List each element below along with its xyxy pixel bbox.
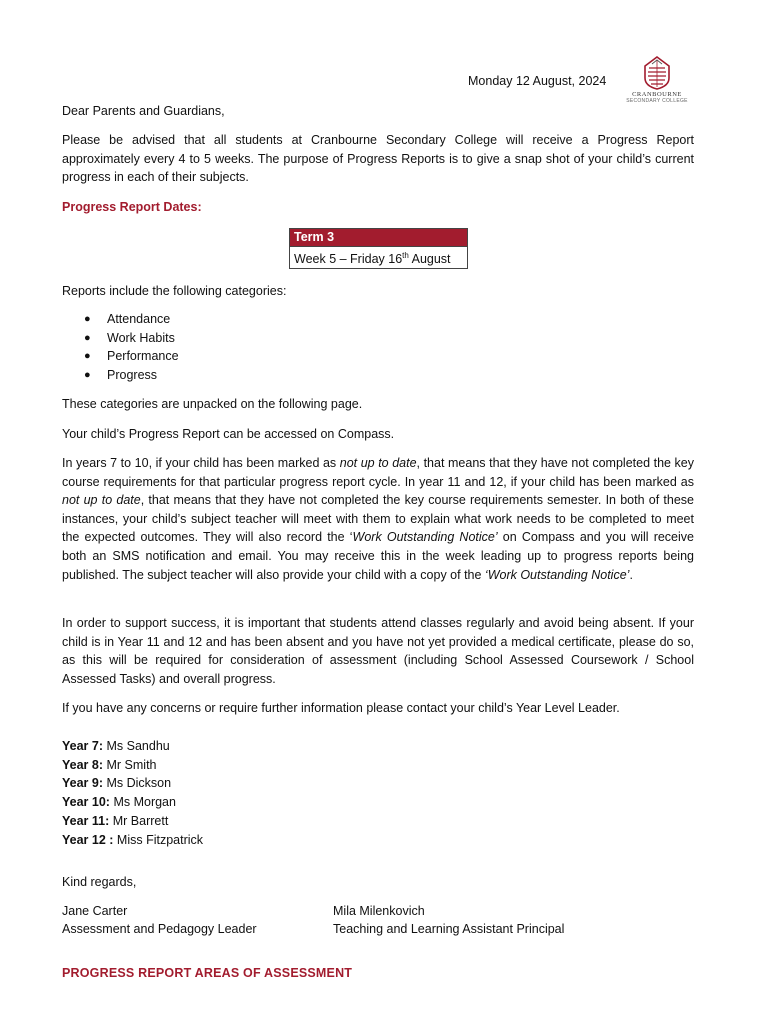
year-leader-row xyxy=(62,737,203,756)
para-italic: ‘Work Outstanding Notice’ xyxy=(484,567,630,582)
term-date-prefix: Week 5 – Friday 16 xyxy=(294,252,403,267)
compass-note: Your child’s Progress Report can be accessed on Compass. xyxy=(62,427,395,441)
leader-name: Mr Smith xyxy=(103,757,157,772)
attendance-paragraph: In order to support success, it is important that students attend classes regularly and avoid being absent. If your child is in Year 11 and 12 and has been absent and you have not yet provided a medical certificate, please do so, as this will be required for consideration of assessment (including School Assessed Coursework / School Assessed Tasks) and overall progress. xyxy=(62,616,694,686)
logo-name: CRANBOURNE xyxy=(632,91,682,98)
contact-paragraph: If you have any concerns or require further information please contact your child’s Year Level Leader. xyxy=(62,701,620,715)
dates-heading: Progress Report Dates: xyxy=(62,200,202,214)
bullet-icon: ● xyxy=(84,313,91,325)
term-date-cell xyxy=(290,247,468,269)
year-label: Year 7: xyxy=(62,739,104,753)
year-label: Year 8: xyxy=(62,757,104,772)
bullet-icon: ● xyxy=(84,350,91,363)
category-label: Progress xyxy=(107,367,158,382)
year-leader-row xyxy=(62,793,203,812)
list-item xyxy=(84,310,179,329)
term-date-suffix: August xyxy=(408,252,451,267)
signatory-name: Jane Carter xyxy=(62,904,128,918)
greeting: Dear Parents and Guardians, xyxy=(62,104,225,118)
year-label: Year 12 : xyxy=(62,832,114,847)
unpacked-note: These categories are unpacked on the following page. xyxy=(62,397,363,411)
para-text: , that means that they have not completed the key course requirements for that particular progress report cycle. In year 11 and 12, if your child has been marked as xyxy=(62,456,695,489)
year-leader-row xyxy=(62,756,203,775)
bullet-icon: ● xyxy=(84,368,91,381)
categories-list xyxy=(84,310,179,384)
term-header-cell: Term 3 xyxy=(290,229,468,247)
year-leader-row xyxy=(62,774,203,793)
list-item xyxy=(84,366,179,385)
signatory-role: Teaching and Learning Assistant Principal xyxy=(333,922,565,936)
para-text: , that means that they have not completed the key course requirements semester. In both of these instances, your child’s subject teacher will meet with them to explain what work needs to be completed to meet the expected outcomes. They will also record the ‘ xyxy=(62,493,695,545)
closing: Kind regards, xyxy=(62,875,137,889)
term-dates-table xyxy=(289,228,468,269)
category-label: Work Habits xyxy=(107,330,175,345)
para-italic: Work Outstanding Notice’ xyxy=(352,530,498,545)
category-label: Attendance xyxy=(107,312,171,326)
para-text: . xyxy=(629,567,633,582)
signatory-1 xyxy=(62,902,257,938)
footer-heading: PROGRESS REPORT AREAS OF ASSESSMENT xyxy=(62,966,353,980)
logo-subtitle: SECONDARY COLLEGE xyxy=(626,98,688,104)
leader-name: Ms Dickson xyxy=(103,776,172,791)
bullet-icon: ● xyxy=(84,331,91,344)
signatory-role: Assessment and Pedagogy Leader xyxy=(62,922,257,936)
year-label: Year 9: xyxy=(62,776,104,791)
para-text: In years 7 to 10, if your child has been marked as xyxy=(62,456,340,470)
leader-name: Ms Morgan xyxy=(109,795,176,810)
para-text: on Compass and you will receive both an SMS notification and email. You may receive this in the week leading up to progress reports being published. The subject teacher will also provide your child with a copy of the xyxy=(62,530,694,582)
term-date-sup: th xyxy=(402,251,409,260)
para-italic: not up to date xyxy=(62,493,141,508)
year-leader-row xyxy=(62,831,203,850)
year-label: Year 10: xyxy=(62,795,110,810)
signatory-name: Mila Milenkovich xyxy=(333,904,425,918)
leader-name: Ms Sandhu xyxy=(103,739,170,753)
year-leader-row xyxy=(62,812,203,831)
letter-date: Monday 12 August, 2024 xyxy=(468,74,607,88)
list-item xyxy=(84,347,179,366)
crest-icon xyxy=(643,56,671,90)
year-leaders-list xyxy=(62,737,203,849)
list-item xyxy=(84,329,179,348)
para-italic: not up to date xyxy=(339,456,417,470)
intro-paragraph: Please be advised that all students at Cranbourne Secondary College will receive a Progress Report approximately every 4 to 5 weeks. The purpose of Progress Reports is to give a snap shot of your child’s current progress in each of their subjects. xyxy=(62,133,694,185)
not-up-to-date-paragraph xyxy=(62,454,694,584)
year-label: Year 11: xyxy=(62,813,110,828)
leader-name: Mr Barrett xyxy=(109,813,169,828)
signatory-2 xyxy=(333,902,564,938)
category-label: Performance xyxy=(107,349,179,364)
categories-intro: Reports include the following categories: xyxy=(62,284,287,298)
leader-name: Miss Fitzpatrick xyxy=(113,832,204,847)
